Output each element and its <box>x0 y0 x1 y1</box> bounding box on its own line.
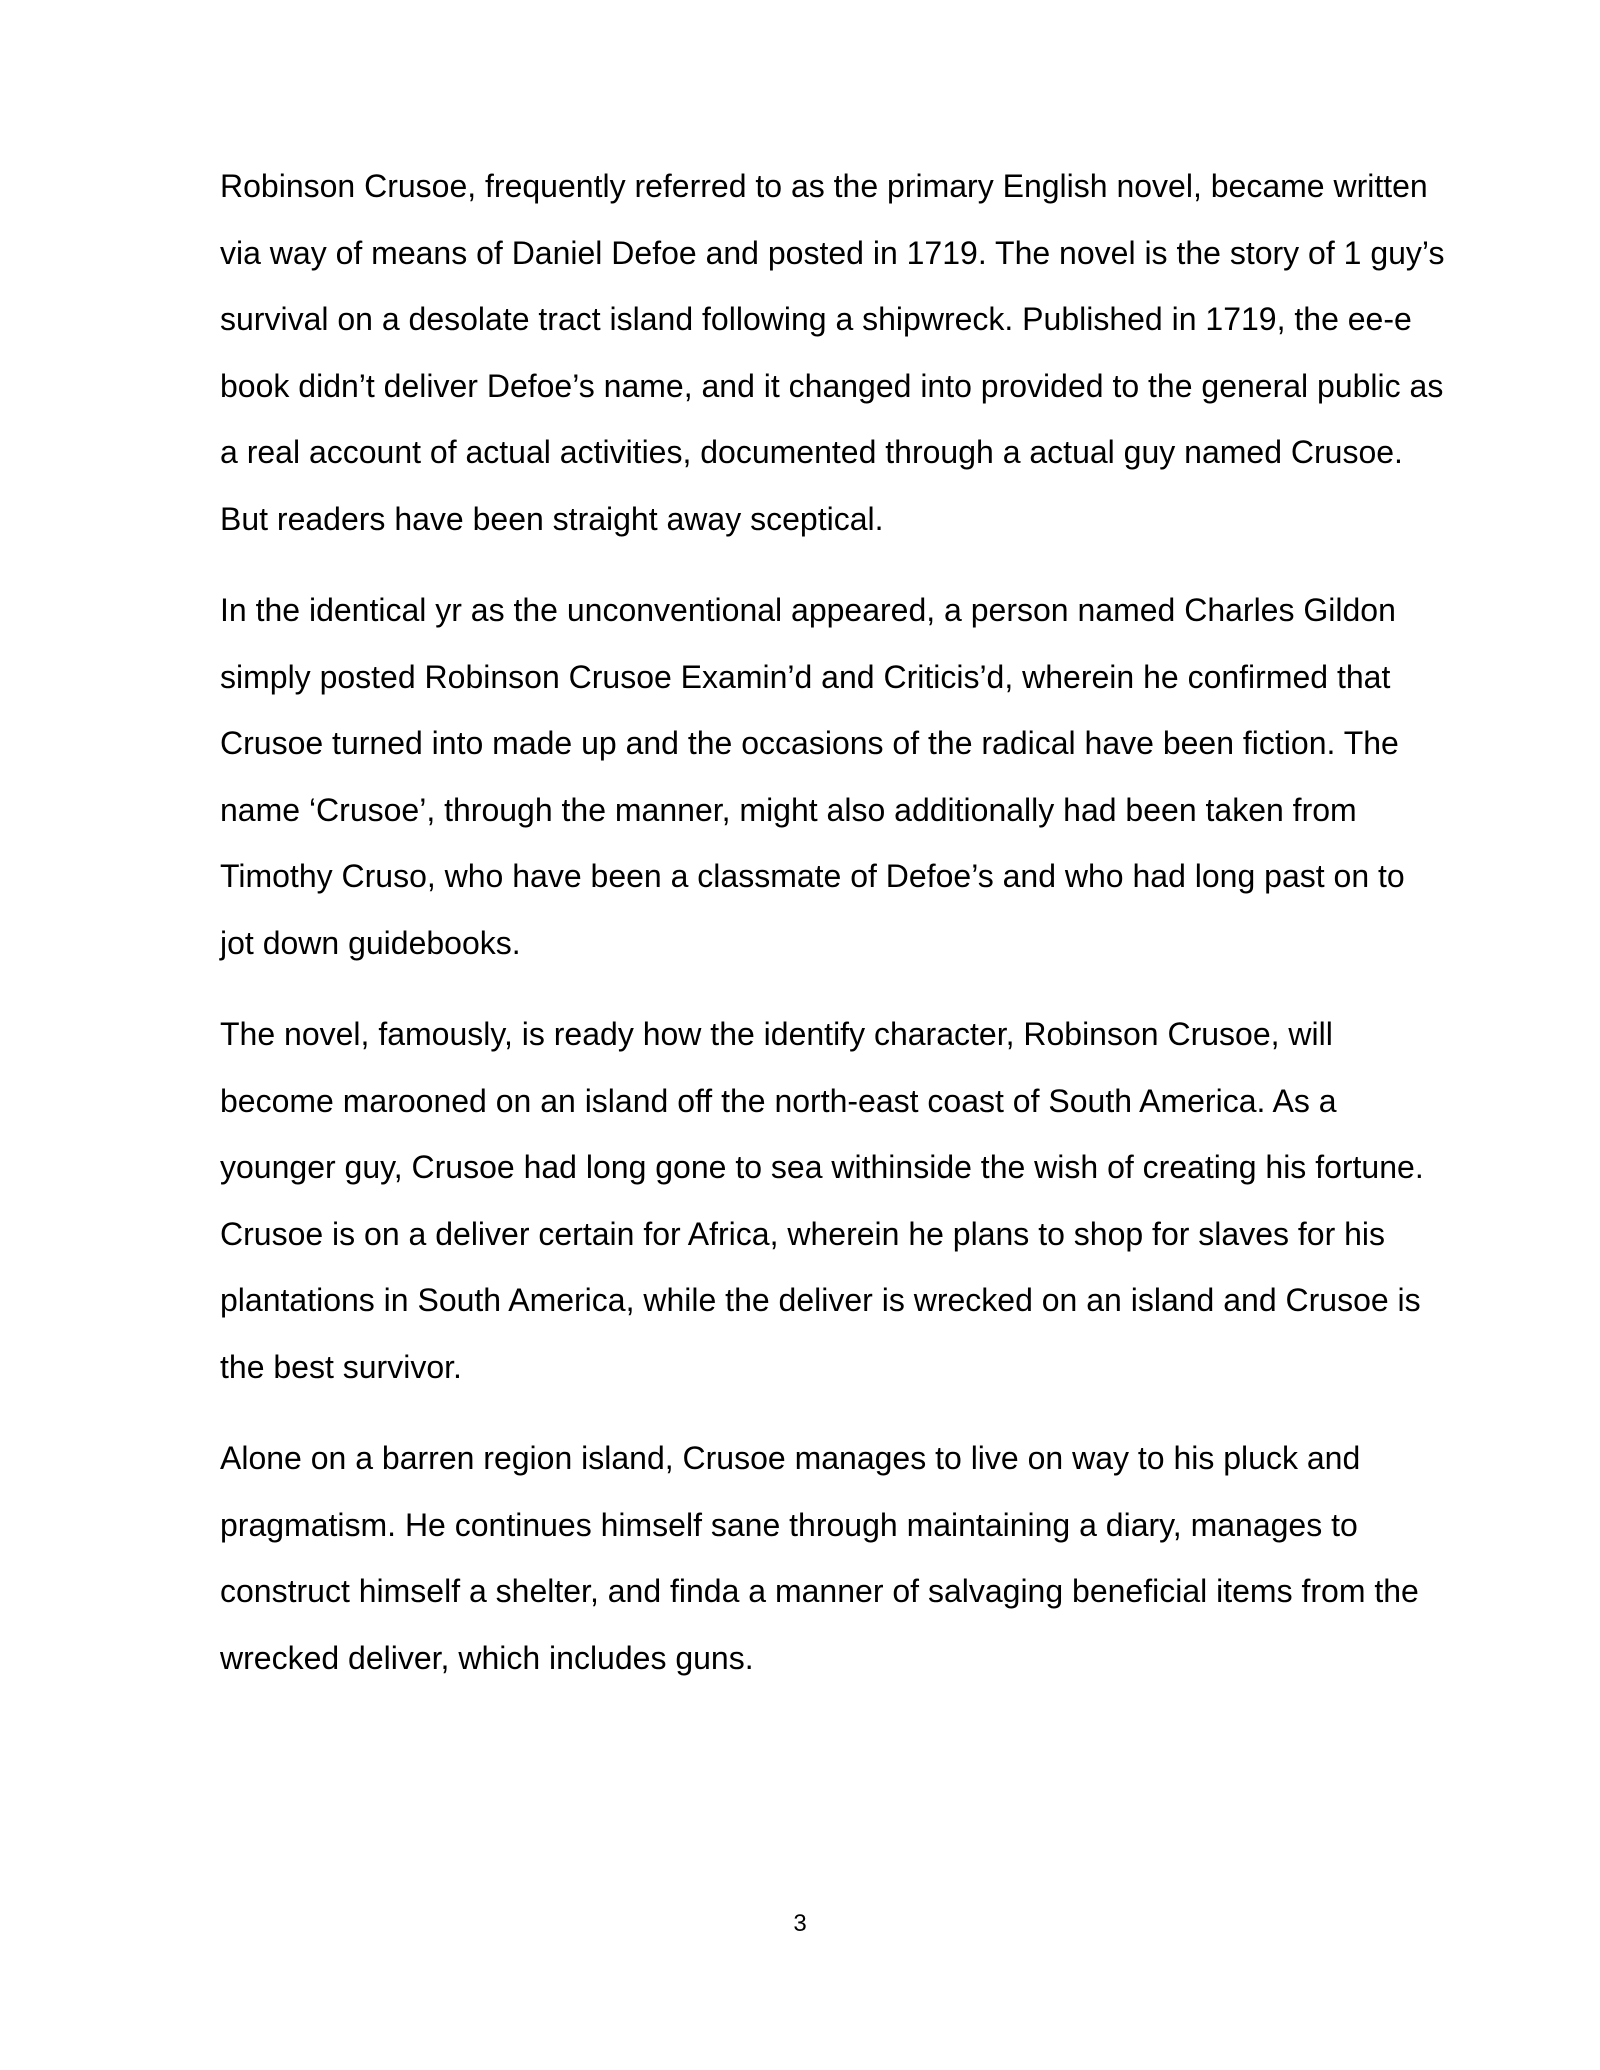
paragraph-2: In the identical yr as the unconventional appeared, a person named Charles Gildon simply posted Robinson Crusoe Examin’d and Criticis’d, wherein he confirmed that Crusoe turned into made up and the occasions of the radical have been fiction. The name ‘Crusoe’, through the manner, might also additionally had been taken from Timothy Cruso, who have been a classmate of Defoe’s and who had long past on to jot down guidebooks. <box>220 592 1405 961</box>
page-number: 3 <box>793 1910 807 1937</box>
paragraph-1: Robinson Crusoe, frequently referred to as the primary English novel, became written via way of means of Daniel Defoe and posted in 1719. The novel is the story of 1 guy’s survival on a desolate tract island following a shipwreck. Published in 1719, the ee-e book didn’t deliver Defoe’s name, and it changed into provided to the general public as a real account of actual activities, documented through a actual guy named Crusoe. But readers have been straight away sceptical. <box>220 168 1445 537</box>
body-text <box>220 153 1445 1716</box>
paragraph-3: The novel, famously, is ready how the identify character, Robinson Crusoe, will become marooned on an island off the north-east coast of South America. As a younger guy, Crusoe had long gone to sea withinside the wish of creating his fortune. Crusoe is on a deliver certain for Africa, wherein he plans to shop for slaves for his plantations in South America, while the deliver is wrecked on an island and Crusoe is the best survivor. <box>220 1016 1424 1385</box>
paragraph-4: Alone on a barren region island, Crusoe manages to live on way to his pluck and pragmatism. He continues himself sane through maintaining a diary, manages to construct himself a shelter, and finda a manner of salvaging beneficial items from the wrecked deliver, which includes guns. <box>220 1440 1419 1676</box>
